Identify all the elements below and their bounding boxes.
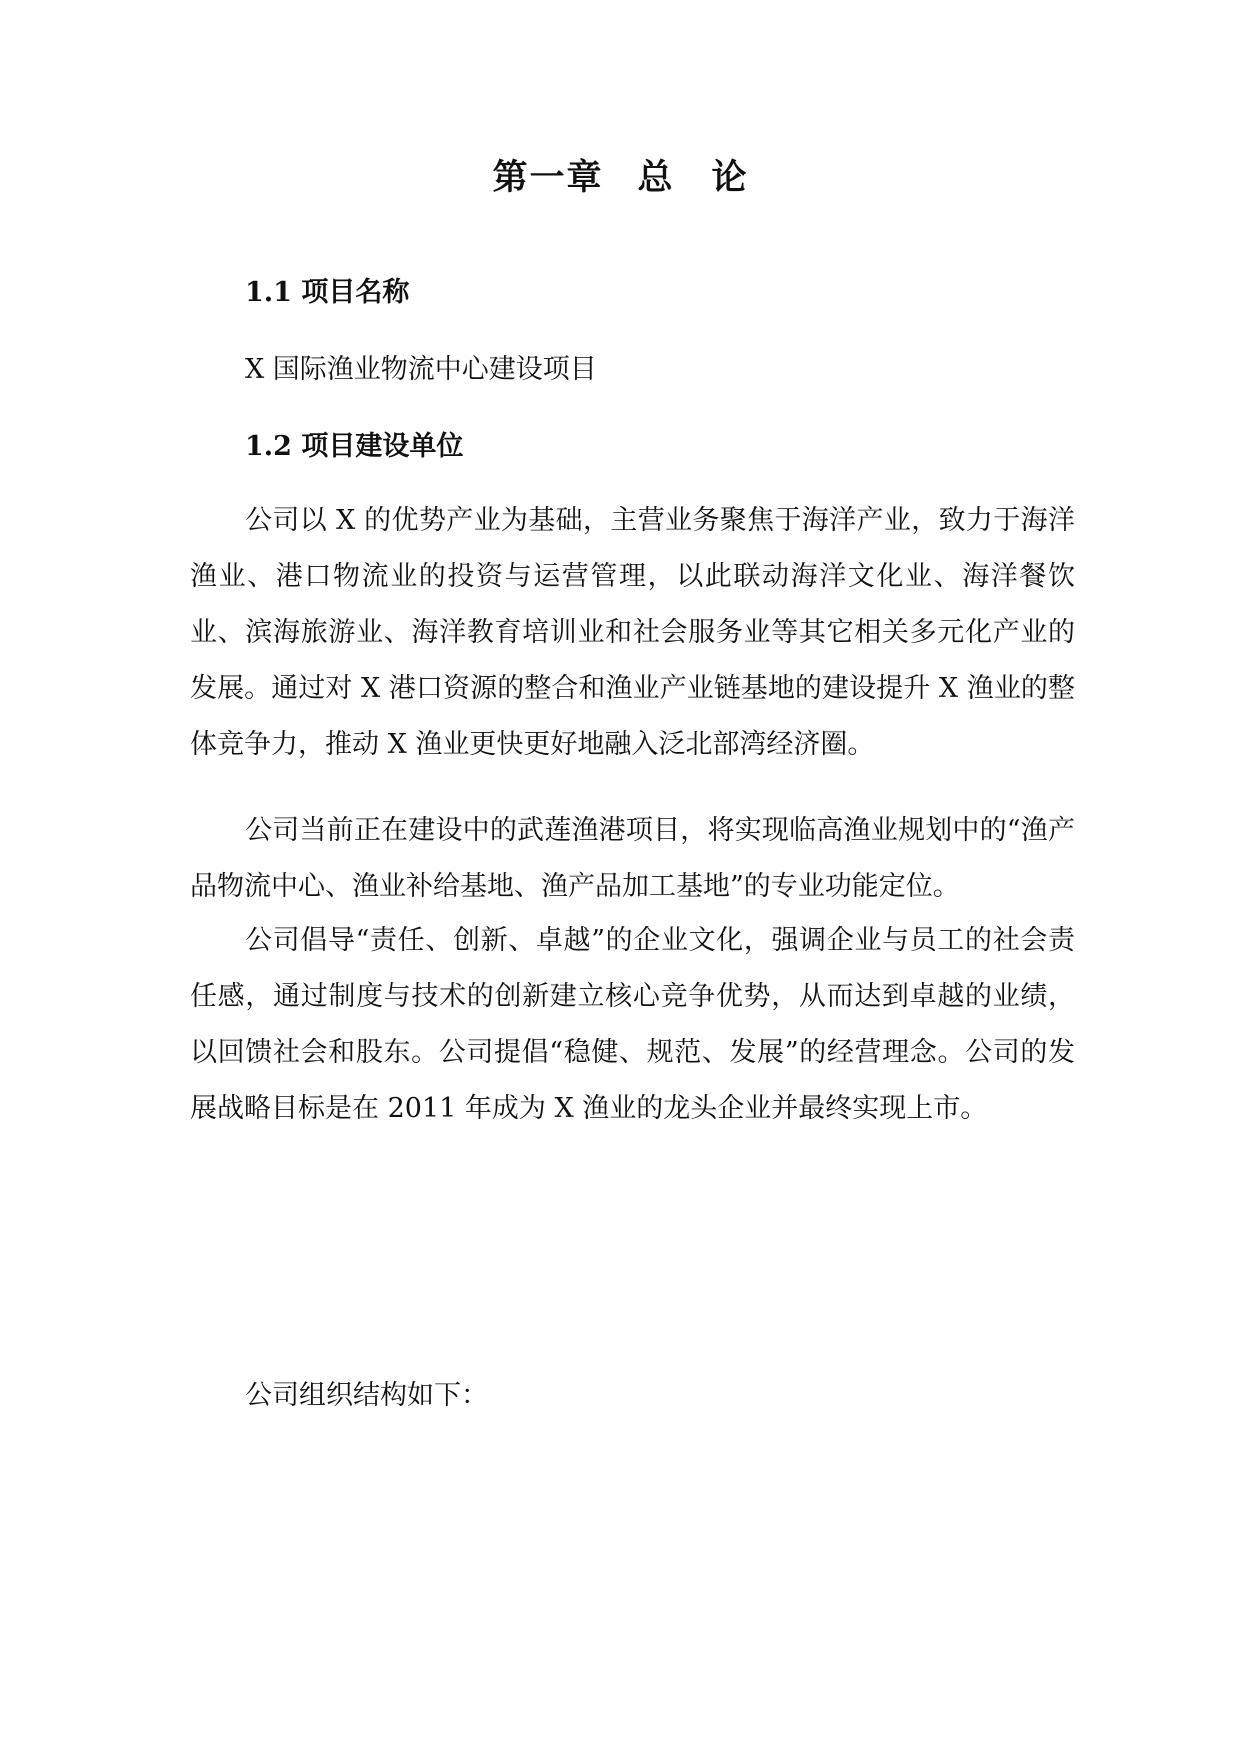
company-culture-paragraph: 公司倡导“责任、创新、卓越”的企业文化，强调企业与员工的社会责任感，通过制度与技术的创新建立核心竞争优势，从而达到卓越的业绩，以回馈社会和股东。公司提倡“稳健、规范、发展”的经营理念。公司的发展战略目标是在 2011 年成为 X 渔业的龙头企业并最终实现上市。: [190, 925, 1075, 1124]
chapter-name: 总 论: [637, 157, 749, 198]
chapter-title: [0, 150, 1241, 200]
chapter-number: 第一章: [492, 157, 604, 198]
section-heading-1-1: 1.1 项目名称: [245, 277, 410, 308]
section-heading-1-2: 1.2 项目建设单位: [245, 431, 464, 462]
fishing-port-paragraph: 公司当前正在建设中的武莲渔港项目，将实现临高渔业规划中的“渔产品物流中心、渔业补给基地、渔产品加工基地”的专业功能定位。: [190, 815, 1075, 902]
company-intro-paragraph: 公司以 X 的优势产业为基础，主营业务聚焦于海洋产业，致力于海洋渔业、港口物流业的投资与运营管理，以此联动海洋文化业、海洋餐饮业、滨海旅游业、海洋教育培训业和社会服务业等其它相关多元化产业的发展。通过对 X 港口资源的整合和渔业产业链基地的建设提升 X 渔业的整体竞争力，推动 X 渔业更快更好地融入泛北部湾经济圈。: [190, 505, 1075, 760]
project-name: X 国际渔业物流中心建设项目: [245, 354, 597, 385]
org-structure-intro: 公司组织结构如下：: [245, 1380, 488, 1411]
